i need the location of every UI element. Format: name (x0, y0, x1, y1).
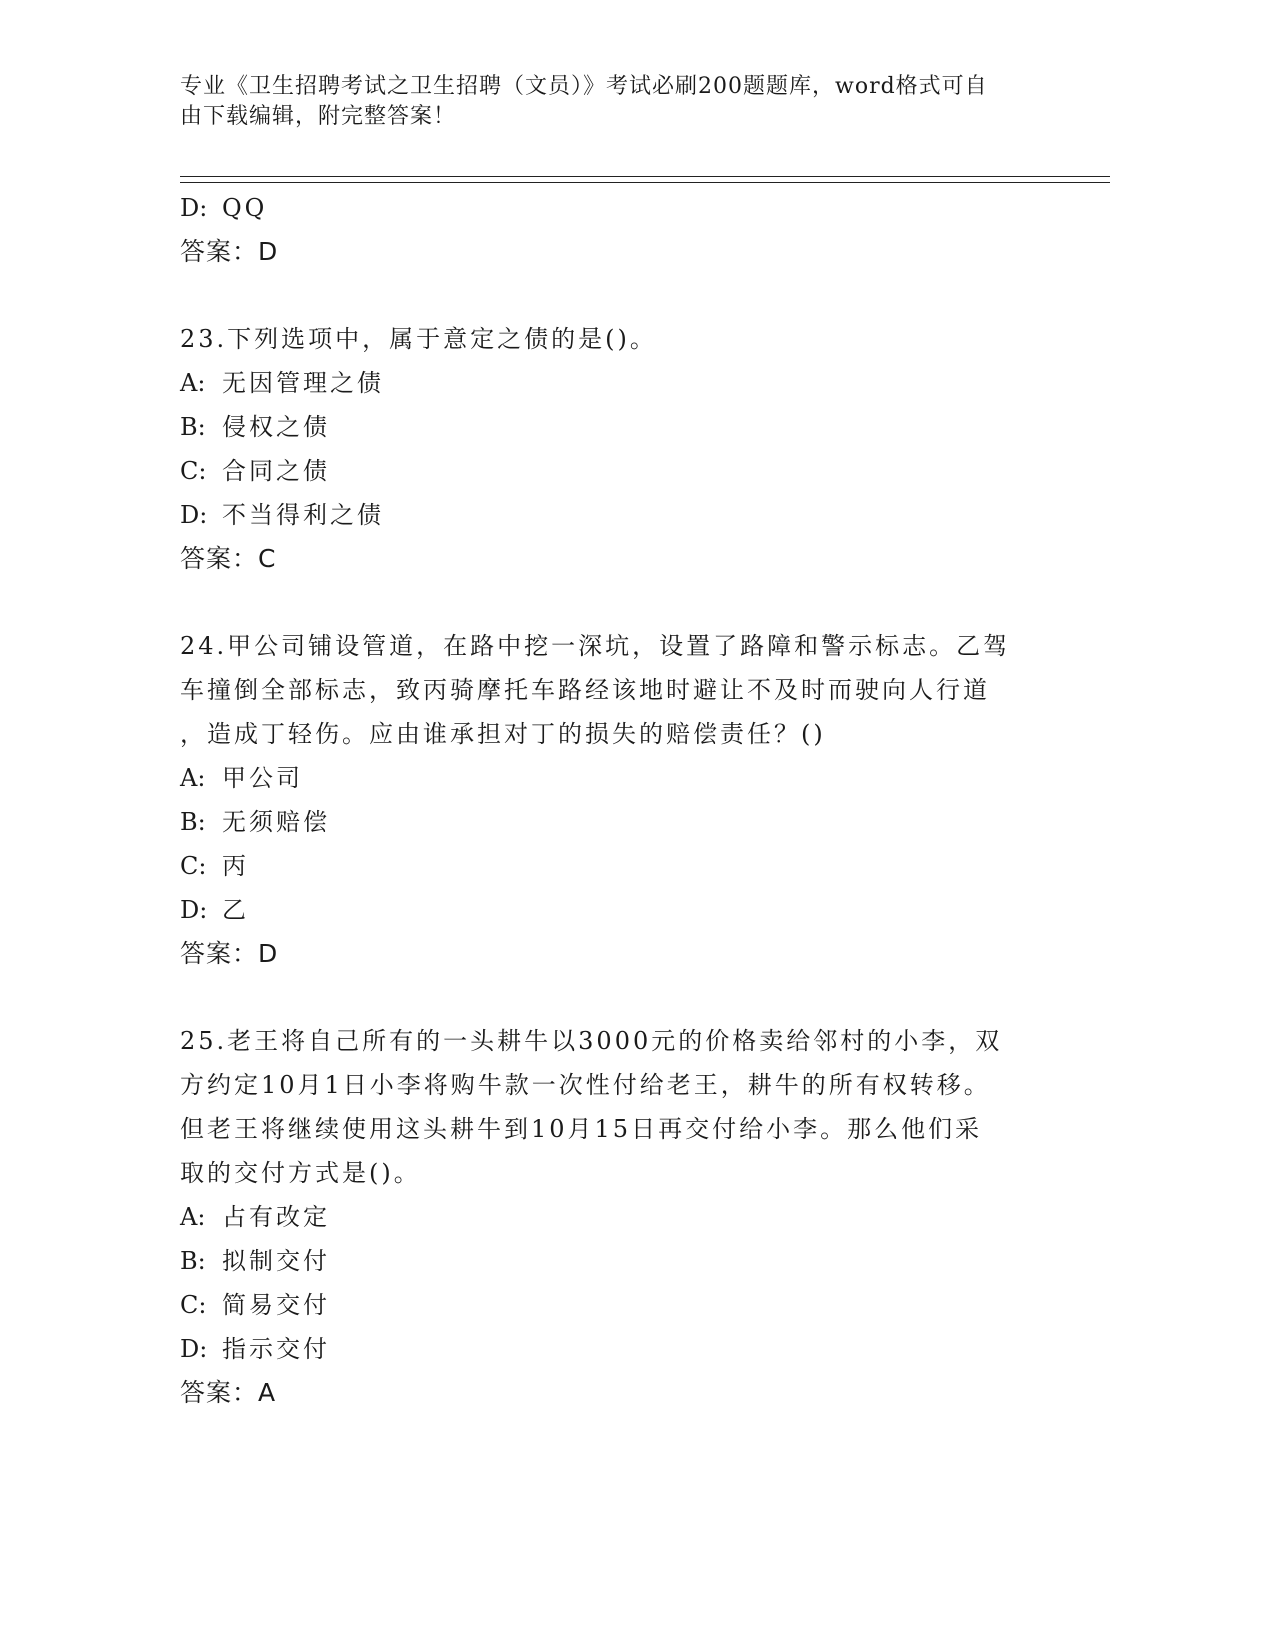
option-c (180, 844, 1110, 888)
option-c (180, 449, 1110, 493)
option-text: 甲公司 (222, 764, 303, 792)
option-key: D: (180, 896, 208, 924)
question-list (180, 186, 1110, 1415)
option-b (180, 1239, 1110, 1283)
header-line-1: 专业《卫生招聘考试之卫生招聘（文员）》考试必刷200题题库，word格式可自 (180, 74, 988, 99)
option-key: D: (180, 501, 208, 529)
document-page (180, 0, 1110, 1650)
option-a (180, 1195, 1110, 1239)
question-stem (180, 317, 1040, 361)
spacer (180, 976, 1110, 1019)
page-header (180, 72, 1040, 132)
question-24 (180, 624, 1110, 976)
option-c (180, 1283, 1110, 1327)
stem-line: 24.甲公司铺设管道，在路中挖一深坑，设置了路障和警示标志。乙驾 (180, 632, 1011, 660)
option-b (180, 405, 1110, 449)
option-key: C: (180, 457, 207, 485)
header-divider (180, 176, 1110, 183)
option-d (180, 1327, 1110, 1371)
answer-line: 答案：A (180, 1378, 277, 1407)
option-key: A: (180, 1203, 206, 1231)
stem-line: 25.老王将自己所有的一头耕牛以3000元的价格卖给邻村的小李，双 (180, 1027, 1003, 1055)
stem-line: ，造成丁轻伤。应由谁承担对丁的损失的赔偿责任？() (180, 720, 826, 748)
answer-line: 答案：C (180, 544, 277, 573)
option-key: B: (180, 413, 206, 441)
stem-line: 车撞倒全部标志，致丙骑摩托车路经该地时避让不及时而驶向人行道 (180, 676, 990, 704)
answer-line: 答案：D (180, 237, 279, 266)
option-text: 合同之债 (222, 457, 330, 485)
stem-line: 但老王将继续使用这头耕牛到10月15日再交付给小李。那么他们采 (180, 1115, 983, 1143)
answer-line: 答案：D (180, 939, 279, 968)
option-key: B: (180, 1247, 206, 1275)
option-text: 无因管理之债 (222, 369, 384, 397)
option-key: B: (180, 808, 206, 836)
stem-line: 23.下列选项中，属于意定之债的是()。 (180, 325, 657, 353)
spacer (180, 274, 1110, 317)
question-23 (180, 317, 1110, 581)
option-d (180, 493, 1110, 537)
option-key: D: (180, 1335, 208, 1363)
option-text: 简易交付 (222, 1291, 330, 1319)
option-text: 无须赔偿 (222, 808, 330, 836)
option-key: C: (180, 1291, 207, 1319)
option-text: 占有改定 (222, 1203, 330, 1231)
option-key: C: (180, 852, 207, 880)
option-text: 乙 (222, 896, 249, 924)
header-line-2: 由下载编辑，附完整答案！ (180, 104, 457, 129)
question-stem (180, 624, 1040, 756)
option-text: 侵权之债 (222, 413, 330, 441)
stem-line: 取的交付方式是()。 (180, 1159, 421, 1187)
spacer (180, 581, 1110, 624)
option-a (180, 361, 1110, 405)
question-25 (180, 1019, 1110, 1415)
question-stem (180, 1019, 1040, 1195)
option-a (180, 756, 1110, 800)
option-d (180, 888, 1110, 932)
option-text: 不当得利之债 (222, 501, 384, 529)
option-text: 拟制交付 (222, 1247, 330, 1275)
option-d (180, 186, 1110, 230)
option-text: QQ (222, 194, 268, 222)
option-key: D: (180, 194, 208, 222)
option-text: 丙 (222, 852, 249, 880)
option-text: 指示交付 (222, 1335, 330, 1363)
option-b (180, 800, 1110, 844)
option-key: A: (180, 764, 206, 792)
option-key: A: (180, 369, 206, 397)
stem-line: 方约定10月1日小李将购牛款一次性付给老王，耕牛的所有权转移。 (180, 1071, 991, 1099)
